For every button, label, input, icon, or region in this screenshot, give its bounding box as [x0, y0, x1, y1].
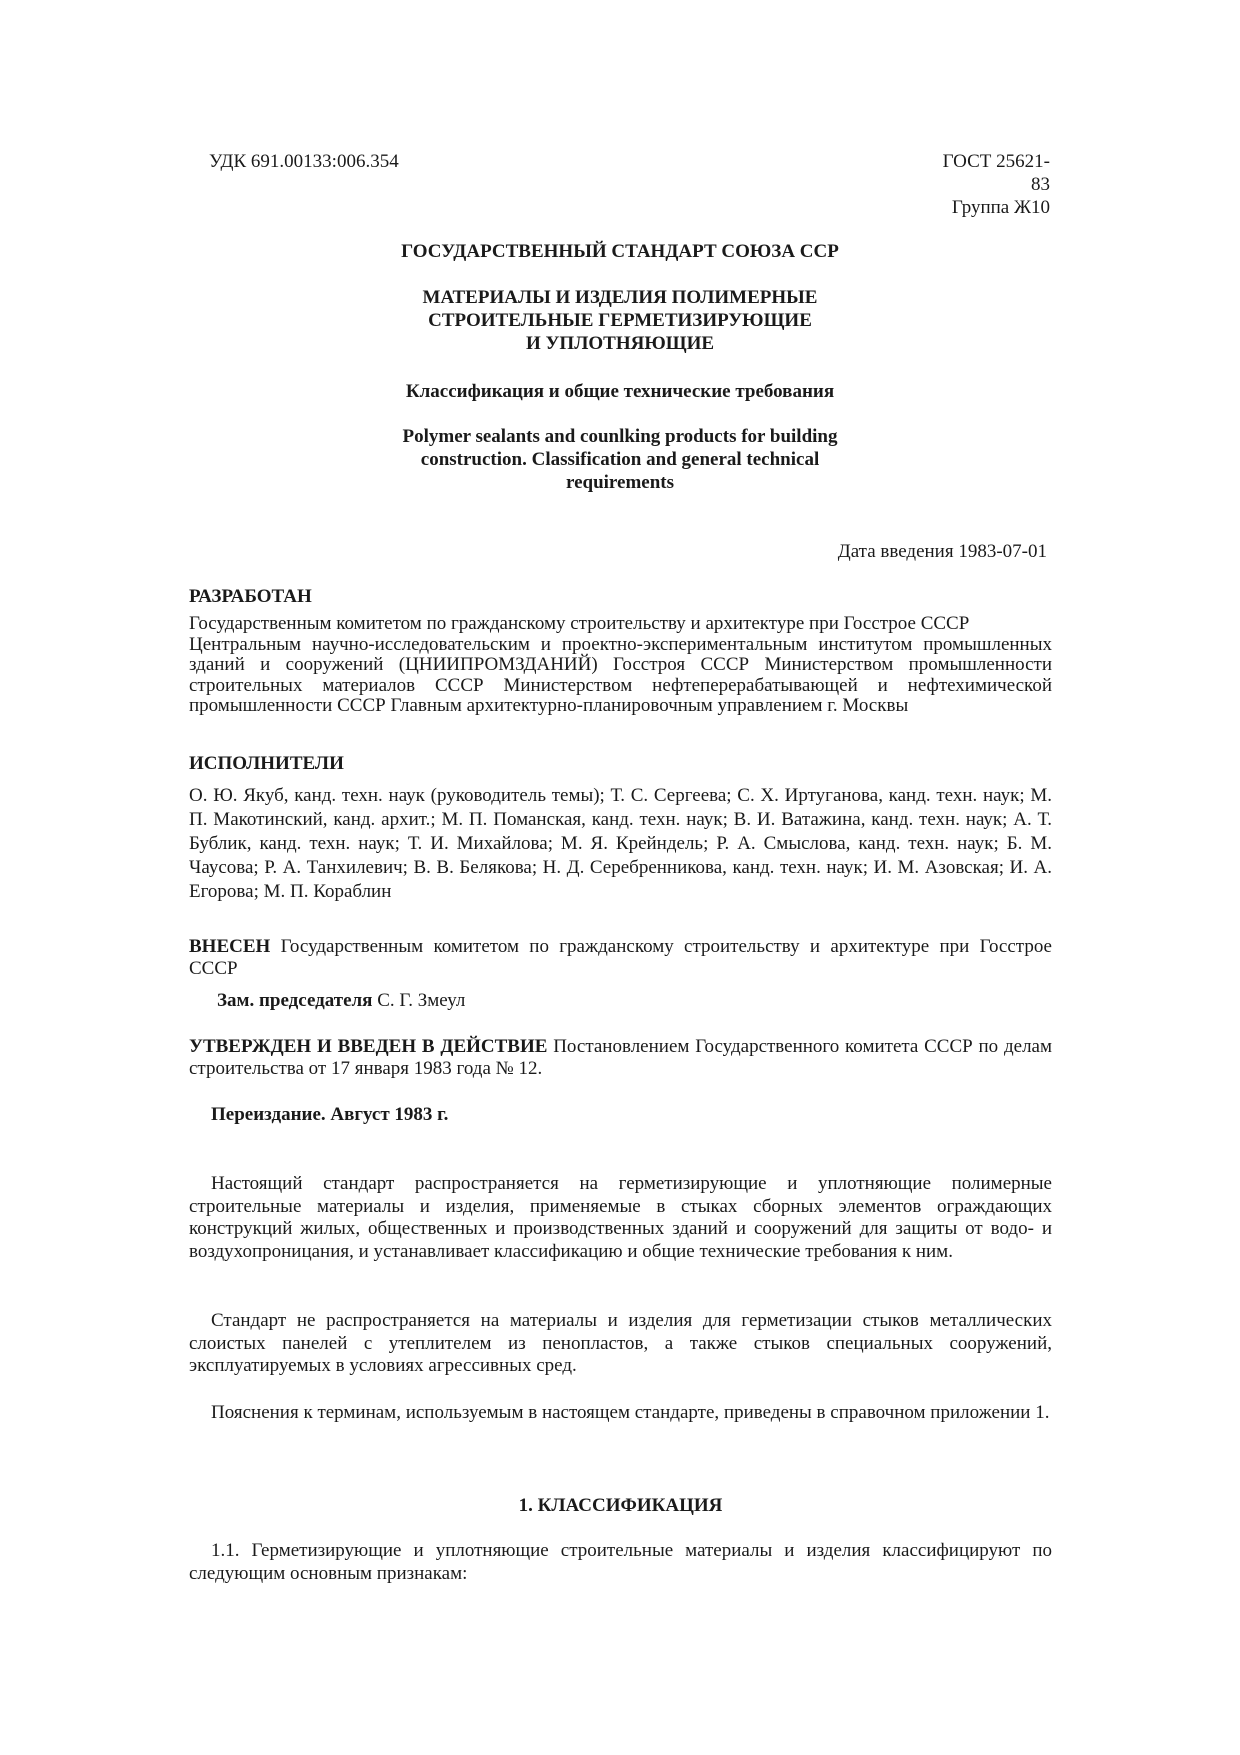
- performers-heading: ИСПОЛНИТЕЛИ: [189, 753, 344, 774]
- udk-code: УДК 691.00133:006.354: [209, 151, 399, 172]
- performers-text: О. Ю. Якуб, канд. техн. наук (руководитель темы); Т. С. Сергеева; С. Х. Иртуганова, канд. техн. наук; М. П. Макотинский, канд. архит.; М. П. Поманская, канд. техн. наук; В. И. Ватажина, канд. техн. наук; А. Т. Бублик, канд. техн. наук; Т. И. Михайлова; М. Я. Крейндель; Р. А. Смыслова, канд. техн. наук; Б. М. Чаусова; Р. А. Танхилевич; В. В. Белякова; Н. Д. Серебренникова, канд. техн. наук; И. М. Азовская; И. А. Егорова; М. П. Кораблин: [189, 785, 1052, 902]
- clause-1-1: 1.1. Герметизирующие и уплотняющие строительные материалы и изделия классифицируют по следующим основным признакам:: [189, 1540, 1052, 1584]
- approved-label: УТВЕРЖДЕН И ВВЕДЕН В ДЕЙСТВИЕ: [189, 1036, 548, 1057]
- document-title: [330, 286, 910, 355]
- terms-paragraph: Пояснения к терминам, используемым в настоящем стандарте, приведены в справочном приложении 1.: [211, 1402, 1050, 1423]
- document-title-line2: СТРОИТЕЛЬНЫЕ ГЕРМЕТИЗИРУЮЩИЕ: [428, 310, 812, 331]
- approved-text: Постановлением Государственного комитета СССР по делам строительства от 17 января 1983 года № 12.: [189, 1036, 1053, 1079]
- english-title-line2: construction. Classification and general technical: [420, 449, 820, 470]
- deputy-chairman-line: [217, 990, 1080, 1011]
- group-code: Группа Ж10: [951, 197, 1050, 218]
- developed-heading: РАЗРАБОТАН: [189, 586, 312, 607]
- developed-line1: Государственным комитетом по гражданскому строительству и архитектуре при Госстрое СССР: [189, 613, 970, 634]
- gost-number-line1: ГОСТ 25621-: [942, 151, 1050, 172]
- english-title-line3: requirements: [565, 472, 674, 493]
- scope-paragraph: Настоящий стандарт распространяется на герметизирующие и уплотняющие полимерные строительные материалы и изделия, применяемые в стыках сборных элементов ограждающих конструкций жилых, общественных и производственных зданий и сооружений для защиты от водо- и воздухопроницания, и устанавливает классификацию и общие технические требования к ним.: [189, 1173, 1052, 1262]
- submitted-text: Государственным комитетом по гражданскому строительству и архитектуре при Госстрое СССР: [189, 936, 1052, 979]
- approved-paragraph: [189, 1036, 1052, 1080]
- english-title-line1: Polymer sealants and counlking products for building: [402, 426, 838, 447]
- exclusion-paragraph: Стандарт не распространяется на материалы и изделия для герметизации стыков металлических слоистых панелей с утеплителем из пенопластов, а также стыков специальных сооружений, эксплуатируемых в условиях агрессивных сред.: [189, 1310, 1052, 1376]
- gost-header: [920, 150, 1050, 219]
- document-title-line1: МАТЕРИАЛЫ И ИЗДЕЛИЯ ПОЛИМЕРНЫЕ: [422, 287, 818, 308]
- section-heading-classification: 1. КЛАССИФИКАЦИЯ: [518, 1495, 723, 1516]
- submitted-paragraph: [189, 936, 1052, 980]
- developed-text: Центральным научно-исследовательским и проектно-экспериментальным институтом промышленных зданий и сооружений (ЦНИИПРОМЗДАНИЙ) Госстроя СССР Министерством промышленности строительных материалов СССР Министерством нефтеперерабатывающей и нефтехимической промышленности СССР Главным архитектурно-планировочным управлением г. Москвы: [189, 633, 1052, 716]
- gost-number-line2: 83: [1031, 174, 1050, 195]
- document-subtitle: Классификация и общие технические требования: [405, 381, 835, 402]
- introduction-date: Дата введения 1983-07-01: [837, 541, 1047, 562]
- english-title: [330, 425, 910, 494]
- submitted-label: ВНЕСЕН: [189, 936, 271, 957]
- reissue-note: Переиздание. Август 1983 г.: [211, 1104, 449, 1125]
- document-title-line3: И УПЛОТНЯЮЩИЕ: [525, 333, 715, 354]
- deputy-chairman-name: С. Г. Змеул: [372, 990, 466, 1011]
- developed-section: [189, 614, 1052, 717]
- state-standard-title: ГОСУДАРСТВЕННЫЙ СТАНДАРТ СОЮЗА ССР: [401, 241, 839, 262]
- deputy-chairman-label: Зам. председателя: [217, 990, 373, 1011]
